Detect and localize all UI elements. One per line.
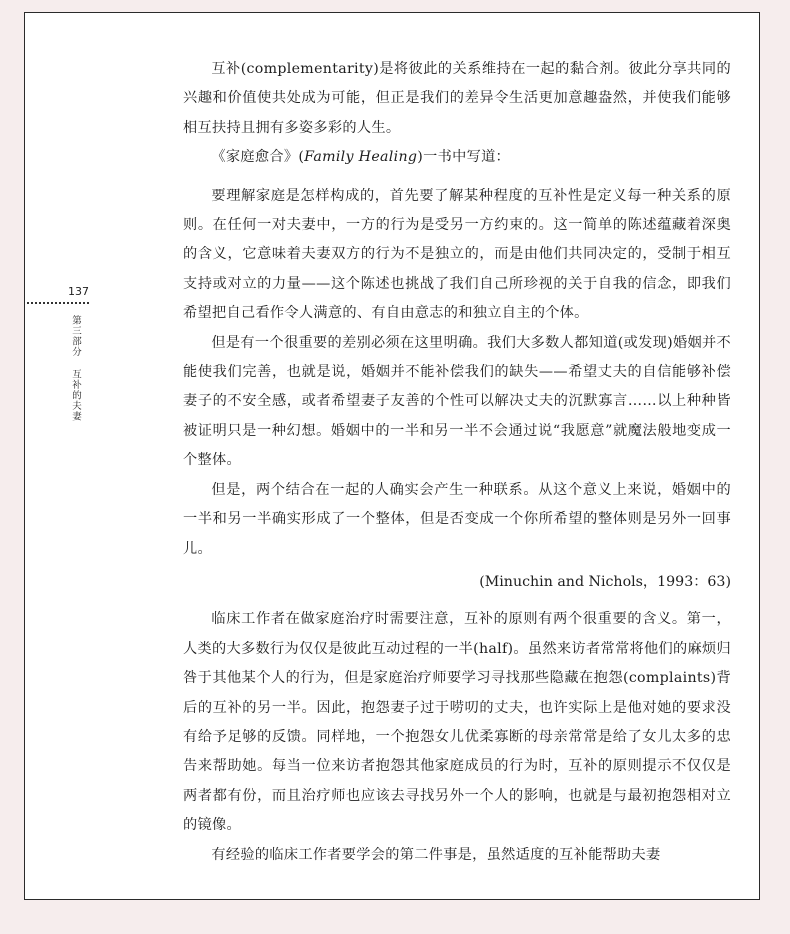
paragraph-clinical-implications: 临床工作者在做家庭治疗时需要注意，互补的原则有两个很重要的含义。第一，人类的大多数行为仅仅是彼此互动过程的一半(half)。虽然来访者常常将他们的麻烦归咎于其他某个人的行为，但是家庭治疗师要学习寻找那些隐藏在抱怨(complaints)背后的互补的另一半。因此，抱怨妻子过于唠叨的丈夫，也许实际上是他对她的要求没有给予足够的反馈。同样地，一个抱怨女儿优柔寡断的母亲常常是给了女儿太多的忠告来帮助她。每当一位来访者抱怨其他家庭成员的行为时，互补的原则提示不仅仅是两者都有份，而且治疗师也应该去寻找另外一个人的影响，也就是与最初抱怨相对立的镜像。 <box>183 611 731 834</box>
quote-intro-prefix: 《家庭愈合》( <box>211 149 305 166</box>
page-number: 137 <box>68 285 89 298</box>
text-body <box>183 55 731 870</box>
block-quote <box>183 182 731 598</box>
book-title: Family Healing <box>304 149 418 166</box>
section-gap <box>183 597 731 605</box>
paragraph-quote-intro <box>183 143 731 172</box>
quote-paragraph-1: 要理解家庭是怎样构成的，首先要了解某种程度的互补性是定义每一种关系的原则。在任何一对夫妻中，一方的行为是受另一方约束的。这一简单的陈述蕴藏着深奥的含义，它意味着夫妻双方的行为不是独立的，而是由他们共同决定的，受制于相互支持或对立的力量——这个陈述也挑战了我们自己所珍视的关于自我的信念，即我们希望把自己看作令人满意的、有自由意志的和独立自主的个体。 <box>183 187 731 322</box>
running-head-title: 互补的夫妻 <box>70 369 81 422</box>
quote-paragraph-3: 但是，两个结合在一起的人确实会产生一种联系。从这个意义上来说，婚姻中的一半和另一半确实形成了一个整体，但是否变成一个你所希望的整体则是另外一回事儿。 <box>183 481 731 557</box>
running-head-part: 第三部分 <box>70 315 81 357</box>
quote-paragraph-2: 但是有一个很重要的差别必须在这里明确。我们大多数人都知道(或发现)婚姻并不能使我们完善，也就是说，婚姻并不能补偿我们的缺失——希望丈夫的自信能够补偿妻子的不安全感，或者希望妻子友善的个性可以解决丈夫的沉默寡言……以上种种皆被证明只是一种幻想。婚姻中的一半和另一半不会通过说“我愿意”就魔法般地变成一个整体。 <box>183 334 731 469</box>
citation: (Minuchin and Nichols，1993：63) <box>479 573 731 590</box>
book-page <box>24 12 760 900</box>
dotted-divider <box>27 302 89 304</box>
running-head <box>69 315 81 422</box>
paragraph-complementarity: 互补(complementarity)是将彼此的关系维持在一起的黏合剂。彼此分享共同的兴趣和价值使共处成为可能，但正是我们的差异令生活更加意趣盎然，并使我们能够相互扶持且拥有多姿多彩的人生。 <box>183 61 731 136</box>
paragraph-second-lesson: 有经验的临床工作者要学会的第二件事是，虽然适度的互补能帮助夫妻 <box>211 846 661 863</box>
quote-intro-suffix: )一书中写道： <box>417 149 511 166</box>
